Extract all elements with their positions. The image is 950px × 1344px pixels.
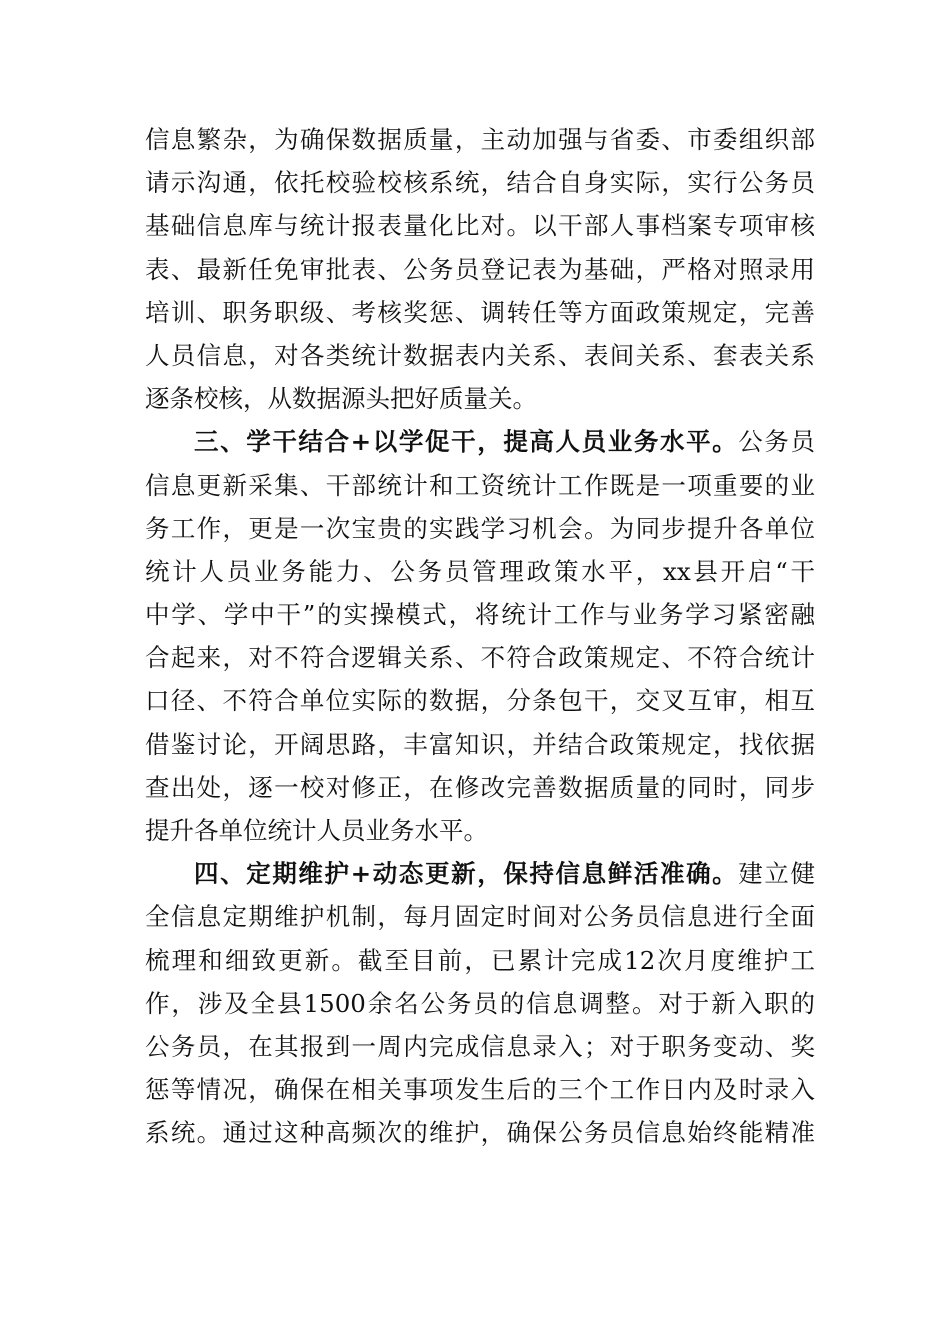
text-line: 逐条校核，从数据源头把好质量关。 bbox=[145, 384, 537, 414]
text-line: 惩等情况，确保在相关事项发生后的三个工作日内及时录入 bbox=[145, 1075, 815, 1105]
text-line: 梳理和细致更新。截至目前，已累计完成12次月度维护工 bbox=[145, 945, 815, 975]
text-line: 查出处，逐一校对修正，在修改完善数据质量的同时，同步 bbox=[145, 772, 815, 802]
text-line: 中学、学中干”的实操模式，将统计工作与业务学习紧密融 bbox=[145, 600, 815, 630]
text-line: 表、最新任免审批表、公务员登记表为基础，严格对照录用 bbox=[145, 254, 815, 284]
paragraph-study-work bbox=[145, 420, 815, 852]
text-line: 口径、不符合单位实际的数据，分条包干，交叉互审，相互 bbox=[145, 686, 815, 716]
document-body bbox=[145, 118, 815, 1155]
text-line: 信息繁杂，为确保数据质量，主动加强与省委、市委组织部 bbox=[145, 125, 815, 154]
text-line: 公务员，在其报到一周内完成信息录入；对于职务变动、奖 bbox=[145, 1031, 815, 1061]
heading-trailing-text: 建立健 bbox=[738, 859, 815, 889]
text-line: 请示沟通，依托校验校核系统，结合自身实际，实行公务员 bbox=[145, 168, 815, 198]
paragraph-first-line bbox=[145, 852, 815, 895]
text-line: 合起来，对不符合逻辑关系、不符合政策规定、不符合统计 bbox=[145, 643, 815, 673]
text-line: 作，涉及全县1500余名公务员的信息调整。对于新入职的 bbox=[145, 988, 815, 1018]
text-line: 借鉴讨论，开阔思路，丰富知识，并结合政策规定，找依据 bbox=[145, 729, 815, 759]
text-line: 信息更新采集、干部统计和工资统计工作既是一项重要的业 bbox=[145, 470, 815, 500]
paragraph-first-line bbox=[145, 420, 815, 463]
text-line: 基础信息库与统计报表量化比对。以干部人事档案专项审核 bbox=[145, 211, 815, 241]
text-line: 系统。通过这种高频次的维护，确保公务员信息始终能精准 bbox=[145, 1118, 815, 1148]
text-line: 统计人员业务能力、公务员管理政策水平，xx县开启“干 bbox=[145, 556, 815, 586]
heading-trailing-text: 公务员 bbox=[738, 427, 815, 457]
section-heading: 三、学干结合+以学促干，提高人员业务水平。 bbox=[194, 427, 739, 457]
text-line: 全信息定期维护机制，每月固定时间对公务员信息进行全面 bbox=[145, 902, 815, 932]
text-line: 提升各单位统计人员业务水平。 bbox=[145, 816, 488, 845]
text-line: 人员信息，对各类统计数据表内关系、表间关系、套表关系 bbox=[145, 340, 815, 370]
paragraph-data-quality bbox=[145, 118, 815, 420]
section-heading: 四、定期维护+动态更新，保持信息鲜活准确。 bbox=[194, 859, 739, 889]
text-line: 培训、职务职级、考核奖惩、调转任等方面政策规定，完善 bbox=[145, 297, 815, 327]
text-line: 务工作，更是一次宝贵的实践学习机会。为同步提升各单位 bbox=[145, 513, 815, 543]
paragraph-regular-maintenance bbox=[145, 852, 815, 1154]
